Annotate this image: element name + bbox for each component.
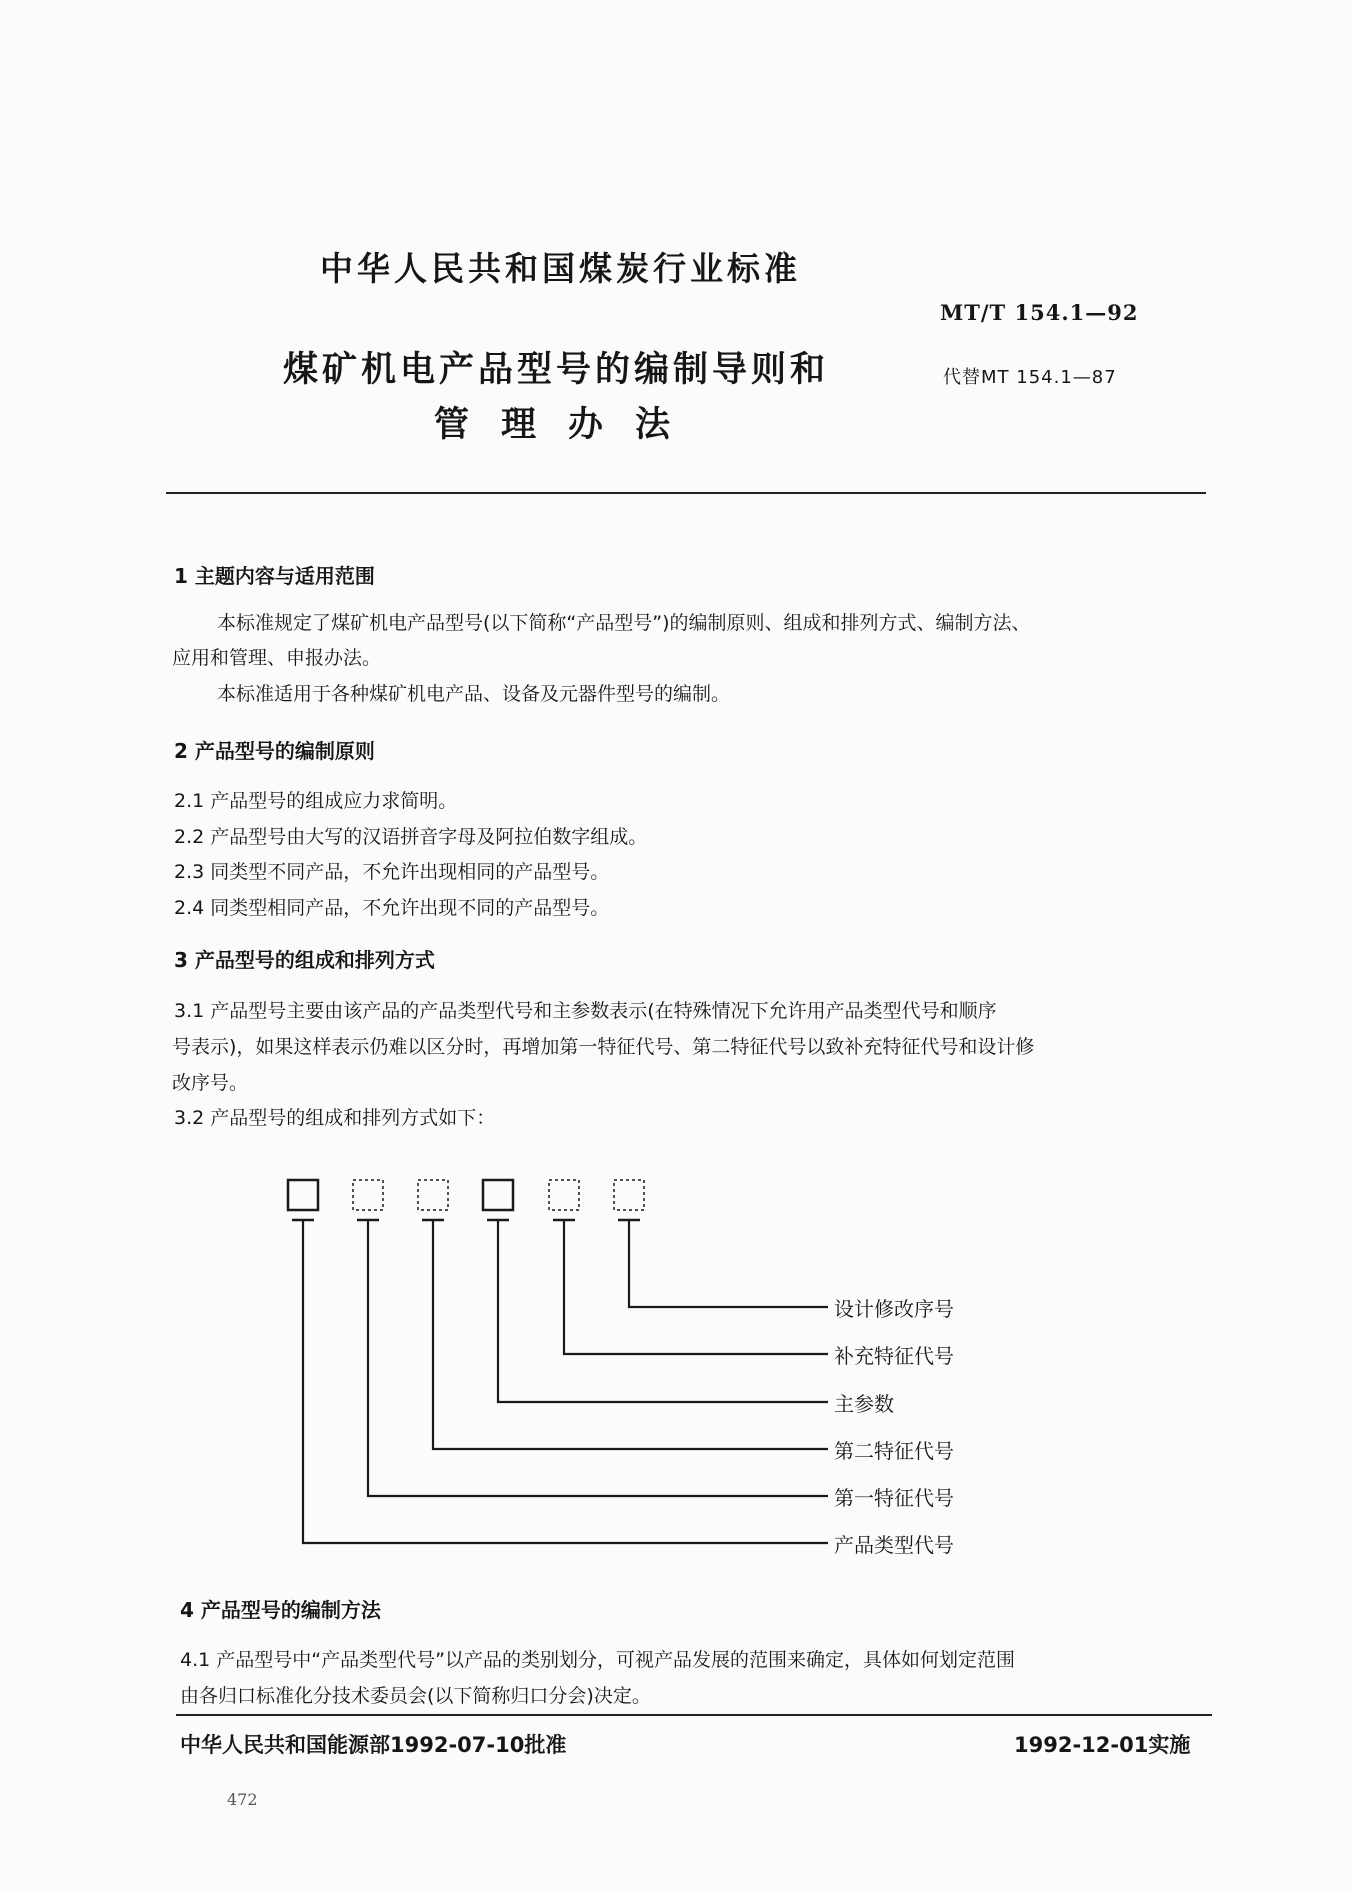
second-feature-box (418, 1180, 448, 1210)
label-supplementary-feature: 补充特征代号 (834, 1344, 954, 1368)
section-3-heading: 3 产品型号的组成和排列方式 (174, 948, 435, 972)
clause-4-1-line: 4.1 产品型号中“产品类型代号”以产品的类别划分，可视产品发展的范围来确定，具体如何划定范围 (180, 1649, 1015, 1671)
type-code-box (288, 1180, 318, 1210)
design-revision-box (614, 1180, 644, 1210)
label-main-parameter: 主参数 (834, 1392, 894, 1416)
type-code-connector (303, 1220, 828, 1543)
clause-3-2: 3.2 产品型号的组成和排列方式如下： (174, 1107, 496, 1129)
section-1-paragraph-line: 应用和管理、申报办法。 (172, 647, 382, 669)
clause-2-1: 2.1 产品型号的组成应力求简明。 (174, 790, 458, 812)
clause-3-1-line: 3.1 产品型号主要由该产品的产品类型代号和主参数表示(在特殊情况下允许用产品类型代号和顺序 (174, 1000, 997, 1022)
document-title-line-2: 管理办法 (434, 405, 703, 445)
clause-2-3: 2.3 同类型不同产品，不允许出现相同的产品型号。 (174, 861, 610, 883)
section-1-heading: 1 主题内容与适用范围 (174, 564, 375, 588)
label-first-feature: 第一特征代号 (834, 1486, 954, 1510)
footer-divider (176, 1714, 1212, 1716)
section-2-heading: 2 产品型号的编制原则 (174, 739, 375, 763)
page-number: 472 (227, 1790, 258, 1809)
design-revision-connector (629, 1220, 828, 1307)
first-feature-box (353, 1180, 383, 1210)
clause-3-1-line: 改序号。 (172, 1072, 249, 1094)
first-feature-connector (368, 1220, 828, 1496)
supplementary-feature-box (549, 1180, 579, 1210)
org-title: 中华人民共和国煤炭行业标准 (320, 249, 801, 288)
clause-3-1-line: 号表示)，如果这样表示仍难以区分时，再增加第一特征代号、第二特征代号以致补充特征代号和设计修 (172, 1036, 1035, 1058)
standard-code: MT/T 154.1—92 (940, 300, 1139, 325)
label-second-feature: 第二特征代号 (834, 1439, 954, 1463)
label-type-code: 产品类型代号 (834, 1533, 954, 1557)
clause-2-4: 2.4 同类型相同产品，不允许出现不同的产品型号。 (174, 897, 610, 919)
section-1-paragraph-line: 本标准规定了煤矿机电产品型号(以下简称“产品型号”)的编制原则、组成和排列方式、编制方法、 (217, 612, 1031, 634)
section-4-heading: 4 产品型号的编制方法 (180, 1598, 381, 1622)
replaces-standard: 代替MT 154.1—87 (943, 367, 1117, 388)
clause-2-2: 2.2 产品型号由大写的汉语拼音字母及阿拉伯数字组成。 (174, 826, 648, 848)
document-title-line-1: 煤矿机电产品型号的编制导则和 (283, 350, 830, 390)
clause-4-1-line: 由各归口标准化分技术委员会(以下简称归口分会)决定。 (180, 1685, 651, 1707)
section-1-paragraph-line: 本标准适用于各种煤矿机电产品、设备及元器件型号的编制。 (217, 683, 731, 705)
label-design-revision: 设计修改序号 (834, 1297, 954, 1321)
effective-date: 1992-12-01实施 (1014, 1733, 1191, 1757)
second-feature-connector (433, 1220, 828, 1449)
main-parameter-box (483, 1180, 513, 1210)
approval-statement: 中华人民共和国能源部1992-07-10批准 (180, 1733, 567, 1757)
supplementary-feature-connector (564, 1220, 828, 1354)
main-parameter-connector (498, 1220, 828, 1402)
